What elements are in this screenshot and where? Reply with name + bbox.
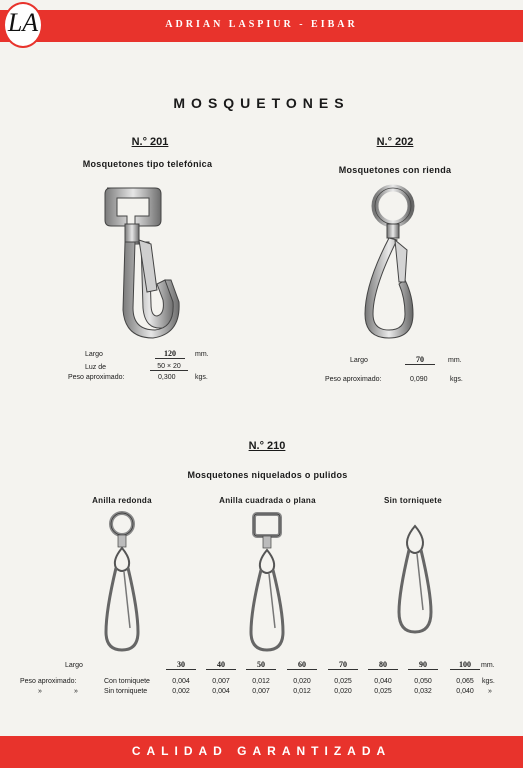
product-201-largo-value: 120 [155,349,185,359]
product-202-peso-unit: kgs. [450,376,463,383]
snap-hook-round-ring-illustration [100,510,144,655]
company-name: ADRIAN LASPIUR - EIBAR [165,19,358,30]
table-row2-mark-end: » [488,688,492,695]
product-210-number: N.° 210 [248,440,286,452]
con-torniquete-cell: 0,020 [293,678,311,685]
footer-slogan: CALIDAD GARANTIZADA [131,744,392,758]
page-title: MOSQUETONES [173,95,350,111]
variant-label-square-ring: Anilla cuadrada o plana [219,496,316,505]
product-202-number: N.° 202 [376,136,414,148]
con-torniquete-cell: 0,040 [374,678,392,685]
product-201-name: Mosquetones tipo telefónica [82,159,213,169]
product-202-peso-label: Peso aproximado: [325,376,382,383]
table-row2-sublabel: Sin torniquete [104,688,148,695]
sin-torniquete-cell: 0,020 [334,688,352,695]
product-201-largo-label: Largo [85,351,103,358]
table-largo-label: Largo [65,662,83,669]
size-cell: 50 [246,660,276,670]
con-torniquete-cell: 0,012 [252,678,270,685]
product-201-peso-label: Peso aproximado: [68,374,125,381]
product-201-peso-value: 0,300 [158,374,176,381]
table-row2-mark-b: » [74,688,78,695]
con-torniquete-cell: 0,050 [414,678,432,685]
snap-hook-square-ring-illustration [245,510,289,655]
table-peso-unit: kgs. [482,678,495,685]
table-largo-unit: mm. [481,662,495,669]
product-201-largo-unit: mm. [195,351,209,358]
size-cell: 100 [450,660,480,670]
size-cell: 90 [408,660,438,670]
size-cell: 80 [368,660,398,670]
sin-torniquete-cell: 0,040 [456,688,474,695]
variant-label-round-ring: Anilla redonda [92,496,152,505]
product-201-peso-unit: kgs. [195,374,208,381]
snap-hook-no-swivel-illustration [393,522,437,637]
variant-label-no-swivel: Sin torniquete [384,496,442,505]
product-201-number: N.° 201 [131,136,169,148]
table-row1-label: Peso aproximado: [20,678,77,685]
product-202-largo-label: Largo [350,357,368,364]
table-row1-sublabel: Con torniquete [104,678,150,685]
product-202-name: Mosquetones con rienda [338,165,452,175]
product-210-name: Mosquetones niquelados o pulidos [187,470,348,480]
sin-torniquete-cell: 0,025 [374,688,392,695]
snap-hook-202-illustration [355,184,435,344]
product-201-luz-label: Luz de [85,364,107,371]
con-torniquete-cell: 0,004 [172,678,190,685]
sin-torniquete-cell: 0,004 [212,688,230,695]
con-torniquete-cell: 0,007 [212,678,230,685]
table-row2-mark-a: » [38,688,42,695]
con-torniquete-cell: 0,065 [456,678,474,685]
snap-hook-201-illustration [95,180,195,345]
size-cell: 40 [206,660,236,670]
logo-text: LA [7,8,39,37]
sin-torniquete-cell: 0,002 [172,688,190,695]
size-cell: 30 [166,660,196,670]
sin-torniquete-cell: 0,032 [414,688,432,695]
product-202-largo-unit: mm. [448,357,462,364]
product-201-luz-value: 50 × 20 [150,363,188,371]
size-cell: 60 [287,660,317,670]
size-cell: 70 [328,660,358,670]
con-torniquete-cell: 0,025 [334,678,352,685]
sin-torniquete-cell: 0,007 [252,688,270,695]
product-202-peso-value: 0,090 [410,376,428,383]
sin-torniquete-cell: 0,012 [293,688,311,695]
product-202-largo-value: 70 [405,355,435,365]
